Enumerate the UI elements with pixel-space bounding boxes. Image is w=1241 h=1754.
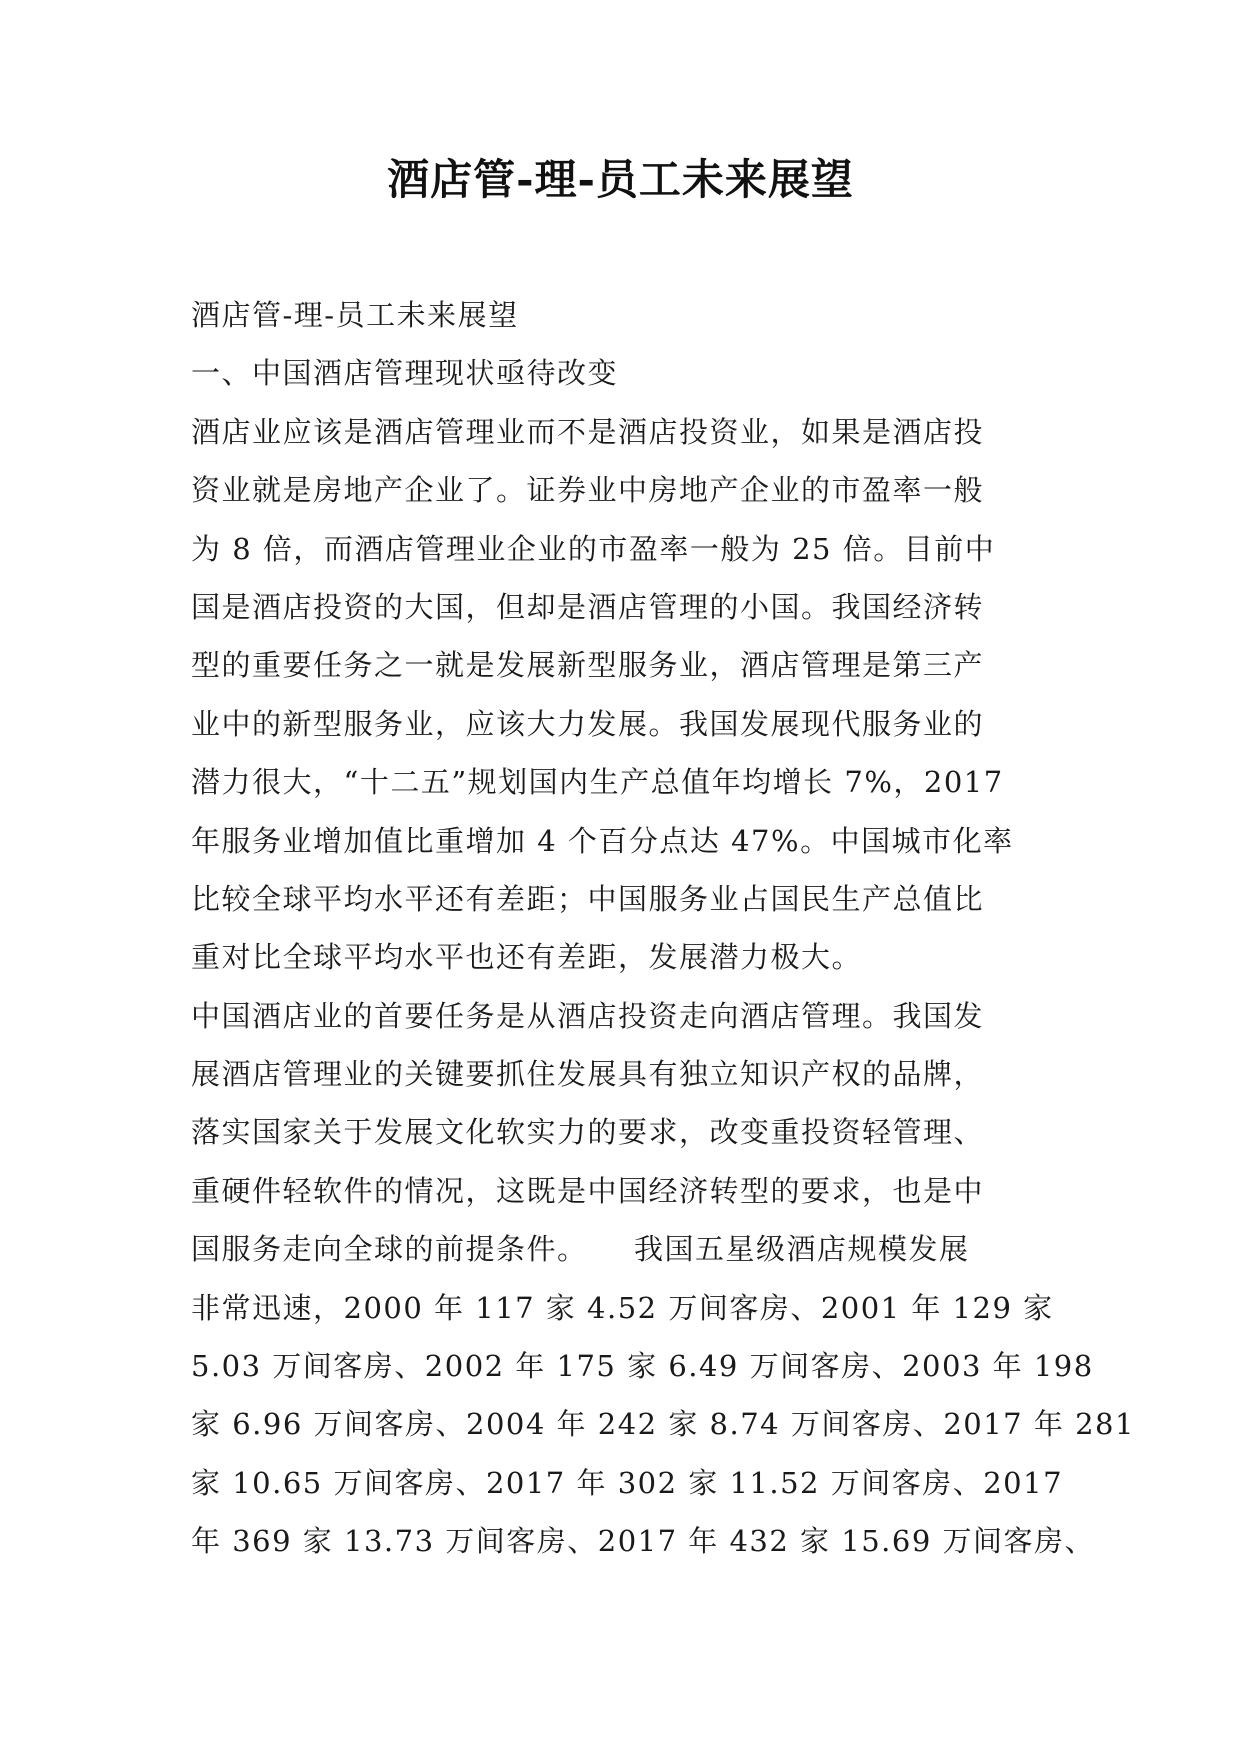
text-line: 重硬件轻软件的情况，这既是中国经济转型的要求，也是中 [191,1173,985,1208]
text-line: 比较全球平均水平还有差距；中国服务业占国民生产总值比 [191,881,985,916]
document-title: 酒店管-理-员工未来展望 [387,155,854,204]
text-line: 资业就是房地产企业了。证券业中房地产企业的市盈率一般 [191,473,985,508]
text-line: 一、中国酒店管理现状亟待改变 [191,356,619,391]
text-line: 重对比全球平均水平也还有差距，发展潜力极大。 [191,940,863,975]
text-line: 酒店业应该是酒店管理业而不是酒店投资业，如果是酒店投 [191,414,985,449]
text-line: 年 369 家 13.73 万间客房、2017 年 432 家 15.69 万间客房、 [191,1524,1096,1559]
text-line: 中国酒店业的首要任务是从酒店投资走向酒店管理。我国发 [191,998,985,1033]
text-line: 酒店管-理-员工未来展望 [191,298,519,332]
text-line: 5.03 万间客房、2002 年 175 家 6.49 万间客房、2003 年 198 [191,1349,1094,1384]
text-line: 潜力很大，“十二五”规划国内生产总值年均增长 7%，2017 [191,765,1004,800]
text-line: 展酒店管理业的关键要抓住发展具有独立知识产权的品牌， [191,1057,985,1092]
document-body [191,286,1135,1571]
text-line: 家 10.65 万间客房、2017 年 302 家 11.52 万间客房、2017 [191,1465,1064,1500]
text-line: 落实国家关于发展文化软实力的要求，改变重投资轻管理、 [191,1115,985,1150]
text-line: 非常迅速，2000 年 117 家 4.52 万间客房、2001 年 129 家 [191,1290,1054,1325]
text-line: 国服务走向全球的前提条件。 我国五星级酒店规模发展 [191,1232,970,1267]
text-line: 型的重要任务之一就是发展新型服务业，酒店管理是第三产 [191,648,985,683]
text-line: 业中的新型服务业，应该大力发展。我国发展现代服务业的 [191,706,985,741]
text-line: 国是酒店投资的大国，但却是酒店管理的小国。我国经济转 [191,589,985,624]
text-line: 为 8 倍，而酒店管理业企业的市盈率一般为 25 倍。目前中 [191,531,996,566]
text-line: 家 6.96 万间客房、2004 年 242 家 8.74 万间客房、2017 年 281 [191,1407,1135,1442]
text-line: 年服务业增加值比重增加 4 个百分点达 47%。中国城市化率 [191,823,1014,858]
